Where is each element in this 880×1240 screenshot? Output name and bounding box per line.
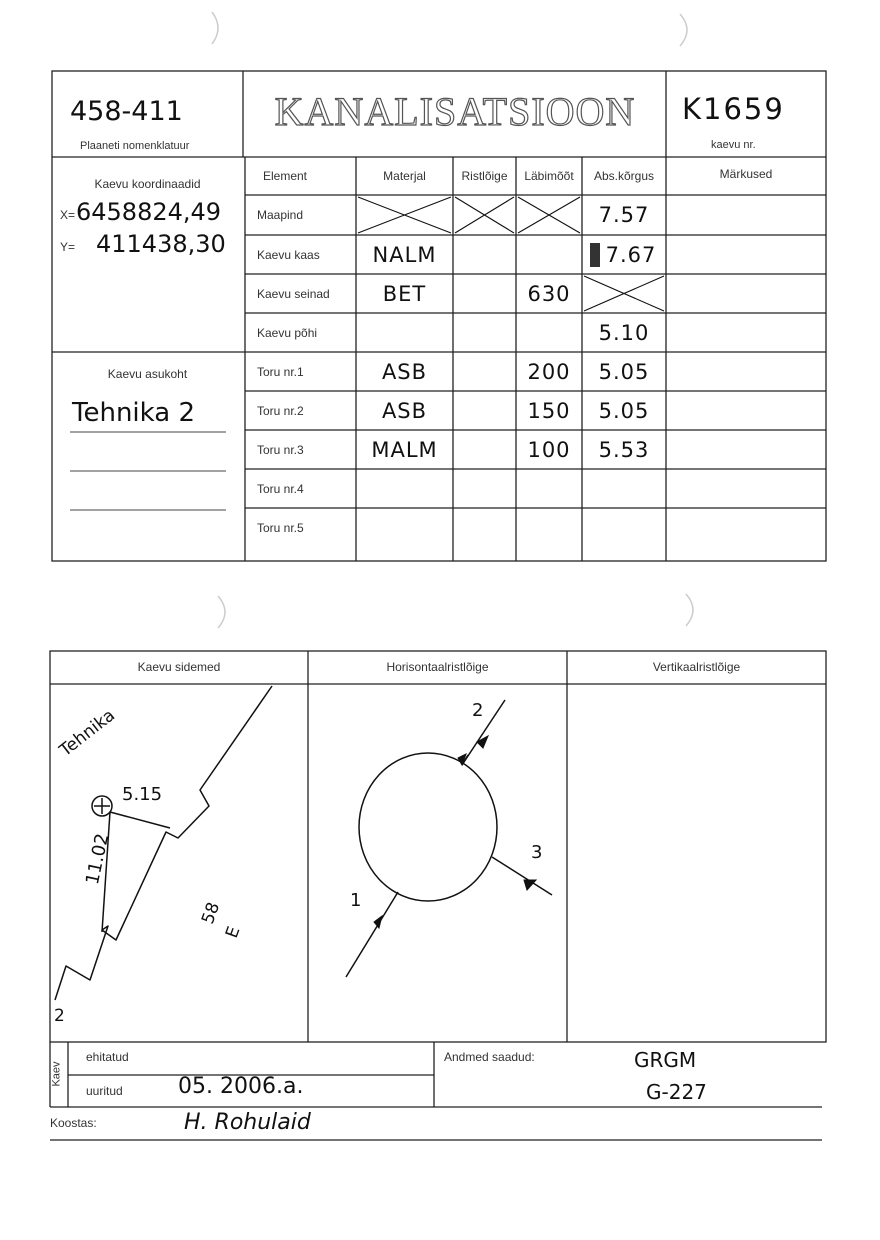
row-label-toru-1: Toru nr.1 [257, 364, 304, 379]
cell-abs-height: 5.05 [598, 398, 650, 423]
sketch-horizontal-header: Horisontaalristlõige [386, 660, 489, 674]
column-header-cross-section: Ristlõige [461, 169, 508, 183]
cell-material: NALM [372, 242, 437, 267]
column-header-abs-height: Abs.kõrgus [593, 169, 655, 183]
cell-diameter: 630 [527, 281, 571, 306]
column-header-material: Materjal [383, 169, 426, 183]
row-label-kaevu-pohi: Kaevu põhi [257, 325, 318, 340]
cell-material: MALM [371, 437, 438, 462]
column-header-diameter: Läbimõõt [524, 169, 574, 183]
data-source-value-1: GRGM [634, 1048, 697, 1072]
row-label-toru-2: Toru nr.2 [257, 403, 304, 418]
section-pipe-2-label: 2 [472, 700, 484, 721]
compiled-signature: H. Rohulaid [184, 1110, 311, 1135]
coordinate-x-value: 6458824,49 [76, 198, 222, 226]
connection-distance-label: 11.02 [82, 831, 114, 887]
connection-height-label: 5.15 [122, 784, 163, 805]
row-label-toru-5: Toru nr.5 [257, 521, 304, 535]
row-label-toru-3: Toru nr.3 [257, 442, 304, 457]
cell-abs-height: 5.05 [598, 359, 650, 384]
coordinate-x-prefix: X= [60, 208, 76, 222]
data-source-label: Andmed saadud: [444, 1050, 535, 1064]
well-number-value: K1659 [682, 92, 785, 126]
column-header-element: Element [262, 169, 308, 183]
compiled-label: Koostas: [50, 1116, 97, 1130]
cell-material: ASB [381, 359, 428, 384]
well-number-label: kaevu nr. [711, 139, 756, 151]
page-title: KANALISATSIOON [274, 89, 636, 134]
cell-abs-height: 7.57 [598, 203, 650, 227]
cell-abs-height: 5.10 [598, 320, 650, 345]
footer-side-label: Kaev [50, 1061, 63, 1087]
column-header-notes: Märkused [719, 167, 773, 181]
cell-material: ASB [381, 398, 428, 423]
connection-pipe-label: 2 [54, 1006, 65, 1026]
section-pipe-1-label: 1 [350, 890, 362, 911]
map-nomenclature-value: 458-411 [70, 96, 183, 127]
connection-street-label: Tehnika [56, 705, 119, 761]
cell-material: BET [382, 281, 427, 306]
row-label-toru-4: Toru nr.4 [257, 481, 304, 496]
cell-diameter: 200 [527, 359, 571, 384]
location-value: Tehnika 2 [72, 398, 195, 428]
cell-diameter: 150 [527, 398, 571, 423]
row-label-kaevu-seinad: Kaevu seinad [257, 286, 330, 301]
surveyed-value: 05. 2006.a. [178, 1074, 304, 1099]
cell-diameter: 100 [527, 437, 571, 462]
sketch-vertical-header: Vertikaalristlõige [652, 660, 741, 674]
section-pipe-3-label: 3 [531, 842, 543, 863]
coordinate-y-prefix: Y= [60, 240, 76, 254]
cell-abs-height: 5.53 [598, 437, 650, 462]
coordinate-y-value: 411438,30 [96, 230, 226, 258]
surveyed-label: uuritud [86, 1084, 123, 1098]
connection-direction-letter: E [222, 923, 245, 941]
sketch-connections-header: Kaevu sidemed [137, 660, 221, 674]
connection-direction-label: 58 [198, 899, 225, 927]
location-label: Kaevu asukoht [107, 367, 188, 381]
data-source-value-2: G-227 [646, 1080, 707, 1104]
row-label-kaevu-kaas: Kaevu kaas [257, 247, 320, 262]
built-label: ehitatud [86, 1050, 129, 1064]
row-label-maapind: Maapind [257, 208, 304, 222]
map-nomenclature-label: Plaaneti nomenklatuur [80, 140, 190, 152]
coordinates-label: Kaevu koordinaadid [94, 177, 201, 191]
cell-abs-height: 7.67 [605, 242, 657, 267]
